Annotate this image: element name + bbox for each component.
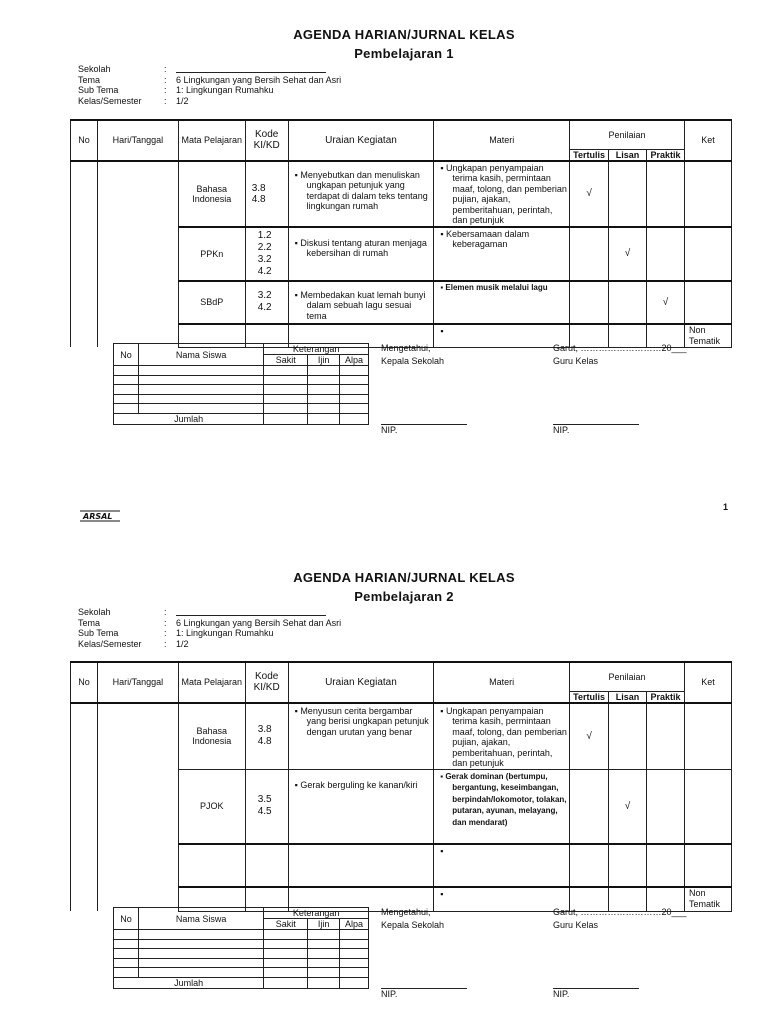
header-mapel: Mata Pelajaran	[178, 120, 245, 161]
row-activity: ▪ Menyebutkan dan menuliskan ungkapan petunjuk yang terdapat di dalam teks tentang lingkungan rumah	[288, 161, 434, 227]
page1-title: AGENDA HARIAN/JURNAL KELAS	[293, 27, 515, 42]
header-materi: Materi	[434, 120, 570, 161]
row-lisan: √	[609, 769, 647, 844]
publisher-logo	[80, 509, 120, 525]
svg-text:ARSAL: ARSAL	[83, 512, 113, 521]
page2-info: Sekolah : Tema : 6 Lingkungan yang Bersih Sehat dan Asri Sub Tema : 1: Lingkungan Rumahku Kelas/Semester : 1/2	[78, 607, 342, 649]
row-ket: Non Tematik	[684, 324, 731, 348]
row-materi: ▪	[434, 844, 570, 887]
header-hari: Hari/Tanggal	[97, 120, 178, 161]
row-lisan	[609, 281, 647, 324]
page1-journal-table	[70, 119, 732, 348]
row-kd: 3.5 4.5	[245, 769, 288, 844]
header-no: No	[71, 120, 98, 161]
page2-subtitle: Pembelajaran 2	[354, 589, 454, 604]
row-praktik: √	[647, 281, 685, 324]
row-praktik	[647, 703, 685, 770]
row-activity: ▪ Diskusi tentang aturan menjaga kebersihan di rumah	[288, 227, 434, 281]
page1-info: Sekolah : Tema : 6 Lingkungan yang Bersih Sehat dan Asri Sub Tema : 1: Lingkungan Rumahku Kelas/Semester : 1/2	[78, 64, 342, 106]
page1-subtitle: Pembelajaran 1	[354, 46, 454, 61]
page2-sig-left: Mengetahui, Kepala Sekolah NIP.	[381, 906, 467, 999]
header-praktik: Praktik	[647, 149, 685, 161]
row-tertulis	[570, 281, 609, 324]
row-activity: ▪ Membedakan kuat lemah bunyi dalam sebuah lagu sesuai tema	[288, 281, 434, 324]
page2-student-table: No Nama Siswa Keterangan Sakit Ijin Alpa Jumlah	[113, 907, 369, 989]
row-subject: SBdP	[178, 281, 245, 324]
row-kd: 3.8 4.8	[245, 161, 288, 227]
row-materi: ▪	[434, 324, 570, 348]
row-subject: PPKn	[178, 227, 245, 281]
row-materi: ▪ Gerak dominan (bertumpu, bergantung, keseimbangan, berpindah/lokomotor, tolakan, putaran, ayunan, melayang, dan mendarat)	[434, 769, 570, 844]
row-lisan: √	[609, 227, 647, 281]
row-kd: 3.2 4.2	[245, 281, 288, 324]
row-subject: Bahasa Indonesia	[178, 703, 245, 770]
page2-journal-table: No Hari/Tanggal Mata Pelajaran Kode KI/KD Uraian Kegiatan Materi Penilaian Ket Tertulis Lisan Praktik Bahasa Indonesia 3.8 4.8 ▪ Menyusun cerita bergambar yang berisi ungkapan petunjuk dengan urutan yang benar ▪ Ungkapan penyampaian terima kasih, permintaan maaf, tolong, dan pemberian pujian, ajakan, pemberitahuan, perintah, dan petunjuk √ PJOK 3.5 4.5 ▪ Gerak berguling ke kanan/kiri ▪ Gerak dominan (bertumpu, bergantung, keseimbangan, berpindah/lokomotor, tolakan, putaran, ayunan, melayang, dan mendarat) √ ▪ ▪ Non Tematik	[70, 661, 732, 912]
row-ket	[684, 769, 731, 844]
row-ket	[684, 227, 731, 281]
page2-sig-right: Garut, ………………………20___ Guru Kelas NIP.	[553, 907, 687, 999]
header-lisan: Lisan	[609, 149, 647, 161]
row-kd: 3.8 4.8	[245, 703, 288, 770]
row-praktik	[647, 161, 685, 227]
row-ket	[684, 281, 731, 324]
page-number: 1	[723, 502, 729, 512]
row-praktik	[647, 769, 685, 844]
row-kd: 1.2 2.2 3.2 4.2	[245, 227, 288, 281]
row-materi: ▪ Ungkapan penyampaian terima kasih, permintaan maaf, tolong, dan pemberian pujian, ajakan, pemberitahuan, perintah, dan petunjuk	[434, 161, 570, 227]
page1-student-table: No Nama Siswa Keterangan Sakit Ijin Alpa Jumlah	[113, 343, 369, 425]
row-tertulis	[570, 769, 609, 844]
header-kode: Kode KI/KD	[245, 120, 288, 161]
row-tertulis: √	[570, 703, 609, 770]
page2-title: AGENDA HARIAN/JURNAL KELAS	[293, 570, 515, 585]
page1-sig-left: Mengetahui, Kepala Sekolah NIP.	[381, 342, 467, 435]
row-ket	[684, 161, 731, 227]
header-penilaian: Penilaian	[570, 120, 685, 149]
row-lisan	[609, 703, 647, 770]
row-materi: ▪ Kebersamaan dalam keberagaman	[434, 227, 570, 281]
page1-sig-right: Garut, ………………………20___ Guru Kelas NIP.	[553, 343, 687, 435]
row-ket: Non Tematik	[684, 887, 731, 911]
row-activity: ▪ Menyusun cerita bergambar yang berisi ungkapan petunjuk dengan urutan yang benar	[288, 703, 434, 770]
header-tertulis: Tertulis	[570, 149, 609, 161]
row-materi: ▪	[434, 887, 570, 911]
row-materi: ▪ Ungkapan penyampaian terima kasih, permintaan maaf, tolong, dan pemberian pujian, ajakan, pemberitahuan, perintah, dan petunjuk	[434, 703, 570, 770]
row-praktik	[647, 227, 685, 281]
row-subject: PJOK	[178, 769, 245, 844]
row-subject: Bahasa Indonesia	[178, 161, 245, 227]
row-tertulis	[570, 227, 609, 281]
row-tertulis: √	[570, 161, 609, 227]
row-ket	[684, 703, 731, 770]
row-activity: ▪ Gerak berguling ke kanan/kiri	[288, 769, 434, 844]
header-ket: Ket	[684, 120, 731, 161]
row-lisan	[609, 161, 647, 227]
row-materi: ▪ Elemen musik melalui lagu	[434, 281, 570, 324]
header-uraian: Uraian Kegiatan	[288, 120, 434, 161]
